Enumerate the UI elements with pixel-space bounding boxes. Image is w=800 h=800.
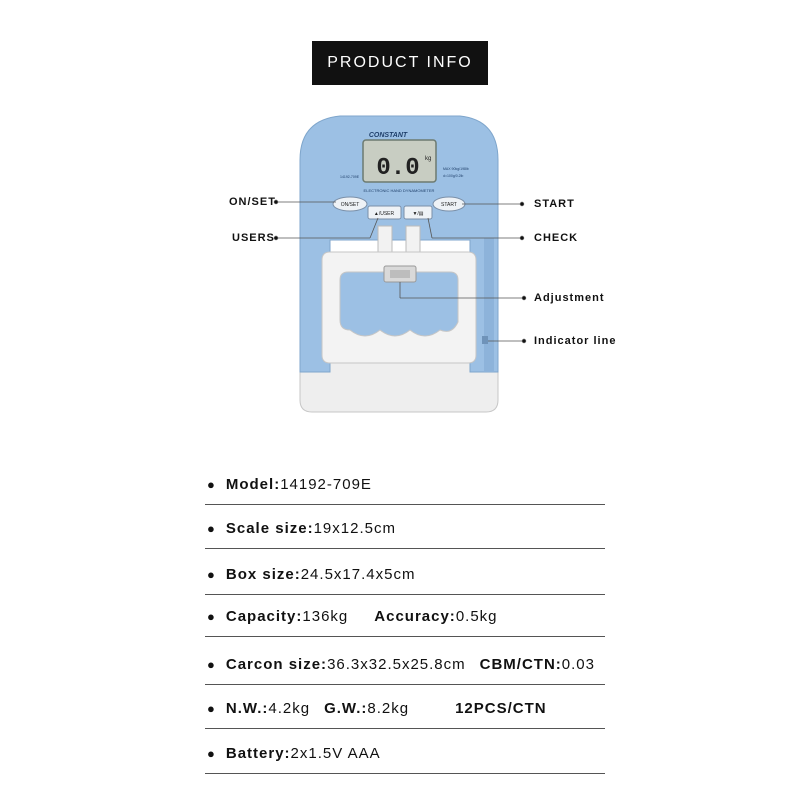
callout-adjustment: Adjustment [534,292,605,304]
onset-button-label: ON/SET [340,202,360,208]
bullet-icon: ● [207,656,216,672]
panel-label: ELECTRONIC HAND DYNAMOMETER [363,188,435,193]
model-small-text: 14192-709E [340,175,360,179]
spec-row-box [205,554,605,595]
spec-label: Box size: [225,565,301,583]
spec-label: Accuracy: [374,607,456,625]
callout-start: START [534,198,575,210]
check-button[interactable] [404,206,432,219]
user-button[interactable] [368,206,401,219]
spec-label: Capacity: [225,607,303,625]
spec-row-scale [205,508,605,549]
spec-pcs: 12PCS/CTN [455,699,547,717]
onset-button[interactable] [333,197,367,211]
spec-value: 4.2kg [268,699,311,717]
indicator-line-mark [482,336,488,344]
spec-value: 36.3x32.5x25.8cm [327,655,466,673]
start-button-label: START [441,202,457,208]
side-rail [484,238,494,372]
spec-value: 14192-709E [280,475,372,493]
spec-value: 24.5x17.4x5cm [300,565,416,583]
check-button-label: ▼/▤ [412,211,424,217]
callout-onset: ON/SET [229,196,276,208]
bullet-icon: ● [207,476,216,492]
spec-label: N.W.: [225,699,269,717]
spec-row-battery [205,733,605,774]
spec-row-model [205,464,605,505]
spec-value: 136kg [302,607,349,625]
user-button-label: ▲/USER [373,211,395,217]
spec-label: Carcon size: [225,655,328,673]
bullet-icon: ● [207,566,216,582]
spec-label: Model: [225,475,281,493]
callout-indicator-line: Indicator line [534,335,617,347]
spec-value: 19x12.5cm [313,519,396,537]
spec-label: CBM/CTN: [479,655,562,673]
spec-value: 0.03 [561,655,595,673]
bullet-icon: ● [207,700,216,716]
spec-row-weight [205,688,605,729]
spec-label: Battery: [225,744,291,762]
spec-label: G.W.: [324,699,368,717]
lcd-reading: 0.0 [376,155,420,182]
bullet-icon: ● [207,745,216,761]
spec-row-capacity [205,596,605,637]
page-title-text: PRODUCT INFO [327,54,473,71]
adjustment-knob-inset [390,270,410,278]
callout-users: USERS [232,232,275,244]
spec-small-2: d=100g/0.2lb [443,174,464,178]
bullet-icon: ● [207,520,216,536]
spec-small-1: MAX 90kg/198lb [443,167,469,171]
callout-check: CHECK [534,232,579,244]
spec-row-carton [205,644,605,685]
spec-value: 0.5kg [455,607,498,625]
spec-value: 8.2kg [367,699,410,717]
bullet-icon: ● [207,608,216,624]
spec-label: Scale size: [225,519,314,537]
start-button[interactable] [433,197,465,211]
spec-value: 2x1.5V AAA [290,744,381,762]
brand-logo: CONSTANT [368,132,408,139]
lcd-unit: kg [425,156,432,162]
